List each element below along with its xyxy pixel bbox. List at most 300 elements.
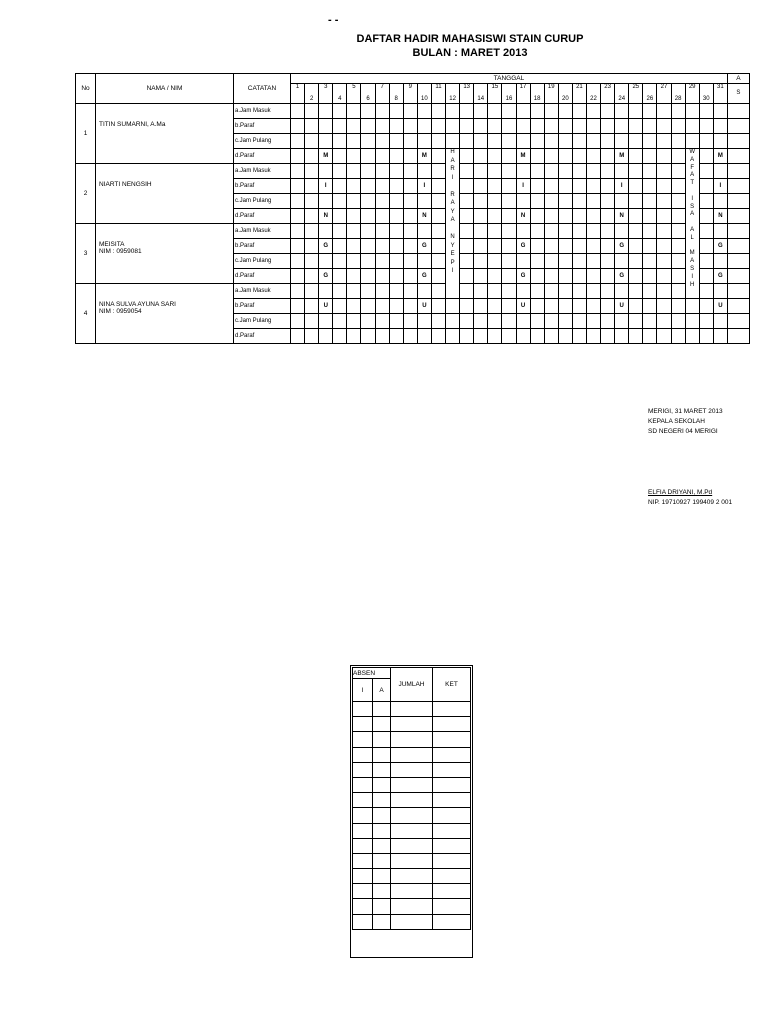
attendance-cell bbox=[389, 149, 403, 164]
attendance-cell bbox=[431, 239, 445, 254]
vertical-letter: F bbox=[690, 164, 694, 171]
attendance-cell bbox=[713, 224, 727, 239]
attendance-cell bbox=[629, 164, 643, 179]
attendance-cell bbox=[361, 254, 375, 269]
attendance-cell bbox=[474, 314, 488, 329]
vertical-letter: A bbox=[450, 200, 455, 206]
minggu-letter: U bbox=[516, 299, 530, 314]
vertical-letter: E bbox=[450, 251, 455, 257]
attendance-cell bbox=[431, 269, 445, 284]
attendance-cell bbox=[333, 329, 347, 344]
absen-cell bbox=[353, 762, 373, 777]
attendance-cell bbox=[291, 179, 305, 194]
vertical-letter: A bbox=[690, 211, 695, 218]
attendance-cell bbox=[488, 119, 502, 134]
day-header-15: 15 bbox=[488, 84, 502, 104]
attendance-cell bbox=[474, 284, 488, 299]
header-dashes: - - bbox=[328, 14, 339, 26]
day-header-3: 3 bbox=[319, 84, 333, 104]
attendance-cell bbox=[601, 134, 615, 149]
attendance-cell bbox=[516, 119, 530, 134]
attendance-cell bbox=[361, 284, 375, 299]
attendance-cell bbox=[333, 119, 347, 134]
attendance-cell bbox=[601, 164, 615, 179]
absen-row bbox=[353, 914, 471, 929]
extra-cell bbox=[727, 284, 749, 299]
absen-row bbox=[353, 793, 471, 808]
absen-a-header: A bbox=[373, 679, 391, 702]
attendance-cell bbox=[417, 119, 431, 134]
attendance-cell bbox=[375, 239, 389, 254]
minggu-letter: I bbox=[713, 179, 727, 194]
student-name: TITIN SUMARNI, A.Ma bbox=[99, 121, 166, 128]
vertical-letter: A bbox=[690, 226, 695, 233]
vertical-letter: H bbox=[450, 149, 455, 155]
attendance-cell bbox=[488, 314, 502, 329]
attendance-cell bbox=[460, 194, 474, 209]
attendance-cell bbox=[431, 284, 445, 299]
attendance-cell bbox=[558, 149, 572, 164]
attendance-cell bbox=[615, 134, 629, 149]
attendance-cell bbox=[572, 209, 586, 224]
attendance-cell bbox=[586, 224, 600, 239]
attendance-cell bbox=[671, 104, 685, 119]
day-header-9: 9 bbox=[403, 84, 417, 104]
attendance-cell bbox=[417, 329, 431, 344]
table-row bbox=[76, 224, 750, 239]
student-name: NIARTI NENGSIH bbox=[99, 181, 152, 188]
day-header-4: 4 bbox=[333, 84, 347, 104]
attendance-cell bbox=[657, 224, 671, 239]
day-header-1: 1 bbox=[291, 84, 305, 104]
extra-cell bbox=[727, 224, 749, 239]
vertical-letter: Y bbox=[450, 208, 455, 215]
attendance-cell bbox=[544, 284, 558, 299]
attendance-cell bbox=[699, 329, 713, 344]
attendance-cell bbox=[389, 179, 403, 194]
attendance-cell bbox=[502, 164, 516, 179]
attendance-cell bbox=[629, 224, 643, 239]
student-name: NINA SULVA AYUNA SARI bbox=[99, 301, 176, 308]
attendance-cell bbox=[502, 134, 516, 149]
absen-cell bbox=[433, 838, 471, 853]
attendance-cell bbox=[431, 179, 445, 194]
attendance-cell bbox=[586, 149, 600, 164]
attendance-cell bbox=[502, 104, 516, 119]
attendance-cell bbox=[544, 254, 558, 269]
attendance-cell bbox=[530, 149, 544, 164]
day-header-6: 6 bbox=[361, 84, 375, 104]
absen-jumlah-header: JUMLAH bbox=[391, 668, 433, 702]
attendance-cell bbox=[558, 254, 572, 269]
attendance-cell bbox=[403, 119, 417, 134]
attendance-cell bbox=[629, 149, 643, 164]
attendance-cell bbox=[389, 194, 403, 209]
attendance-cell bbox=[291, 284, 305, 299]
absen-cell bbox=[391, 853, 433, 868]
attendance-cell bbox=[615, 224, 629, 239]
absen-cell bbox=[353, 717, 373, 732]
attendance-cell bbox=[361, 134, 375, 149]
attendance-cell bbox=[530, 299, 544, 314]
note-label: c.Jam Pulang bbox=[234, 194, 291, 209]
absen-cell bbox=[353, 853, 373, 868]
table-row bbox=[76, 164, 750, 179]
absen-cell bbox=[373, 702, 391, 717]
attendance-cell bbox=[657, 134, 671, 149]
attendance-cell bbox=[713, 104, 727, 119]
attendance-cell bbox=[291, 224, 305, 239]
attendance-cell bbox=[643, 254, 657, 269]
vertical-letter bbox=[686, 188, 699, 196]
attendance-cell bbox=[685, 134, 699, 149]
absen-row bbox=[353, 747, 471, 762]
attendance-cell bbox=[516, 314, 530, 329]
attendance-cell bbox=[333, 104, 347, 119]
attendance-cell bbox=[417, 224, 431, 239]
attendance-cell bbox=[671, 194, 685, 209]
attendance-cell bbox=[474, 329, 488, 344]
column-no-header: No bbox=[76, 74, 96, 104]
minggu-letter: N bbox=[516, 209, 530, 224]
attendance-cell bbox=[319, 164, 333, 179]
signatory bbox=[648, 488, 732, 508]
signature-school: SD NEGERI 04 MERIGI bbox=[648, 428, 718, 435]
attendance-cell bbox=[699, 254, 713, 269]
day-header-17: 17 bbox=[516, 84, 530, 104]
vertical-letter: M bbox=[689, 250, 695, 257]
signature-block bbox=[648, 407, 723, 437]
attendance-cell bbox=[375, 314, 389, 329]
attendance-cell bbox=[305, 179, 319, 194]
day-header-13: 13 bbox=[460, 84, 474, 104]
absen-cell bbox=[433, 823, 471, 838]
attendance-cell bbox=[558, 179, 572, 194]
signature-place-date: MERIGI, 31 MARET 2013 bbox=[648, 408, 723, 415]
attendance-cell bbox=[347, 179, 361, 194]
attendance-cell bbox=[389, 134, 403, 149]
attendance-cell bbox=[586, 134, 600, 149]
attendance-cell bbox=[586, 284, 600, 299]
day-header-18: 18 bbox=[530, 84, 544, 104]
attendance-cell bbox=[530, 209, 544, 224]
absen-cell bbox=[433, 793, 471, 808]
attendance-cell bbox=[572, 224, 586, 239]
minggu-letter: I bbox=[417, 179, 431, 194]
minggu-letter: U bbox=[417, 299, 431, 314]
attendance-cell bbox=[446, 104, 460, 119]
attendance-cell bbox=[544, 179, 558, 194]
attendance-cell bbox=[375, 224, 389, 239]
attendance-cell bbox=[544, 224, 558, 239]
attendance-cell bbox=[305, 239, 319, 254]
attendance-cell bbox=[375, 134, 389, 149]
note-label: d.Paraf bbox=[234, 329, 291, 344]
absen-cell bbox=[391, 793, 433, 808]
attendance-cell bbox=[629, 134, 643, 149]
column-s-partial-header: S bbox=[727, 84, 749, 104]
attendance-cell bbox=[544, 314, 558, 329]
attendance-cell bbox=[530, 284, 544, 299]
absen-cell bbox=[391, 899, 433, 914]
attendance-cell bbox=[530, 224, 544, 239]
absen-cell bbox=[373, 884, 391, 899]
absen-row bbox=[353, 899, 471, 914]
extra-cell bbox=[727, 239, 749, 254]
minggu-letter: I bbox=[516, 179, 530, 194]
attendance-cell bbox=[291, 209, 305, 224]
attendance-cell bbox=[530, 179, 544, 194]
attendance-cell bbox=[629, 269, 643, 284]
absen-cell bbox=[433, 702, 471, 717]
attendance-cell bbox=[657, 314, 671, 329]
attendance-cell bbox=[629, 329, 643, 344]
vertical-letter: Y bbox=[450, 242, 455, 249]
attendance-cell bbox=[615, 119, 629, 134]
absen-cell bbox=[433, 717, 471, 732]
attendance-cell bbox=[643, 134, 657, 149]
attendance-cell bbox=[291, 269, 305, 284]
attendance-cell bbox=[530, 254, 544, 269]
absen-row bbox=[353, 762, 471, 777]
attendance-cell bbox=[502, 254, 516, 269]
attendance-cell bbox=[671, 299, 685, 314]
attendance-cell bbox=[291, 314, 305, 329]
attendance-cell bbox=[657, 284, 671, 299]
absen-cell bbox=[391, 777, 433, 792]
minggu-letter: U bbox=[615, 299, 629, 314]
attendance-cell bbox=[713, 134, 727, 149]
student-no: 2 bbox=[76, 164, 96, 224]
attendance-cell bbox=[305, 104, 319, 119]
minggu-letter: G bbox=[417, 269, 431, 284]
attendance-cell bbox=[488, 164, 502, 179]
attendance-cell bbox=[333, 149, 347, 164]
absen-cell bbox=[373, 747, 391, 762]
attendance-cell bbox=[333, 224, 347, 239]
attendance-cell bbox=[361, 194, 375, 209]
attendance-cell bbox=[460, 164, 474, 179]
attendance-cell bbox=[671, 254, 685, 269]
attendance-cell bbox=[558, 239, 572, 254]
vertical-letter bbox=[686, 219, 699, 227]
absen-row bbox=[353, 717, 471, 732]
table-row bbox=[76, 284, 750, 299]
minggu-letter: N bbox=[615, 209, 629, 224]
attendance-cell bbox=[375, 269, 389, 284]
attendance-cell bbox=[530, 194, 544, 209]
attendance-cell bbox=[629, 104, 643, 119]
attendance-cell bbox=[291, 299, 305, 314]
attendance-cell bbox=[333, 314, 347, 329]
attendance-cell bbox=[572, 119, 586, 134]
attendance-cell bbox=[446, 119, 460, 134]
attendance-cell bbox=[291, 164, 305, 179]
minggu-letter: I bbox=[319, 179, 333, 194]
absen-cell bbox=[353, 702, 373, 717]
attendance-cell bbox=[558, 314, 572, 329]
vertical-letter: H bbox=[690, 281, 695, 288]
attendance-cell bbox=[657, 239, 671, 254]
minggu-letter: M bbox=[713, 149, 727, 164]
attendance-cell bbox=[572, 314, 586, 329]
attendance-cell bbox=[347, 134, 361, 149]
attendance-cell bbox=[431, 134, 445, 149]
attendance-cell bbox=[431, 104, 445, 119]
extra-cell bbox=[727, 329, 749, 344]
attendance-cell bbox=[713, 284, 727, 299]
attendance-cell bbox=[671, 284, 685, 299]
attendance-cell bbox=[544, 104, 558, 119]
absen-cell bbox=[391, 808, 433, 823]
attendance-cell bbox=[629, 254, 643, 269]
attendance-table bbox=[75, 73, 750, 344]
attendance-cell bbox=[431, 194, 445, 209]
attendance-cell bbox=[572, 104, 586, 119]
attendance-cell bbox=[586, 164, 600, 179]
attendance-cell bbox=[291, 194, 305, 209]
attendance-cell bbox=[446, 314, 460, 329]
attendance-cell bbox=[713, 119, 727, 134]
absen-cell bbox=[433, 747, 471, 762]
attendance-cell bbox=[361, 299, 375, 314]
attendance-cell bbox=[403, 149, 417, 164]
attendance-cell bbox=[431, 164, 445, 179]
attendance-cell bbox=[657, 254, 671, 269]
absen-cell bbox=[353, 732, 373, 747]
student-name-cell bbox=[96, 164, 234, 224]
absen-row bbox=[353, 823, 471, 838]
attendance-cell bbox=[615, 194, 629, 209]
attendance-cell bbox=[643, 119, 657, 134]
attendance-cell bbox=[488, 239, 502, 254]
attendance-cell bbox=[375, 329, 389, 344]
attendance-cell bbox=[347, 254, 361, 269]
attendance-cell bbox=[586, 194, 600, 209]
absen-cell bbox=[391, 823, 433, 838]
day-header-29: 29 bbox=[685, 84, 699, 104]
attendance-cell bbox=[403, 179, 417, 194]
attendance-cell bbox=[671, 314, 685, 329]
note-label: a.Jam Masuk bbox=[234, 284, 291, 299]
attendance-cell bbox=[530, 314, 544, 329]
attendance-cell bbox=[488, 134, 502, 149]
vertical-letter: A bbox=[450, 217, 455, 223]
attendance-cell bbox=[460, 149, 474, 164]
absen-cell bbox=[391, 914, 433, 929]
attendance-cell bbox=[572, 269, 586, 284]
absen-cell bbox=[373, 732, 391, 747]
attendance-cell bbox=[389, 299, 403, 314]
attendance-cell bbox=[361, 209, 375, 224]
student-name-cell bbox=[96, 104, 234, 164]
attendance-cell bbox=[319, 329, 333, 344]
attendance-cell bbox=[488, 329, 502, 344]
extra-cell bbox=[727, 104, 749, 119]
absen-cell bbox=[353, 884, 373, 899]
absen-cell bbox=[391, 747, 433, 762]
absen-row bbox=[353, 702, 471, 717]
attendance-cell bbox=[643, 284, 657, 299]
attendance-cell bbox=[403, 164, 417, 179]
attendance-cell bbox=[558, 104, 572, 119]
attendance-cell bbox=[305, 329, 319, 344]
attendance-cell bbox=[375, 209, 389, 224]
extra-cell bbox=[727, 254, 749, 269]
attendance-cell bbox=[572, 239, 586, 254]
attendance-cell bbox=[615, 164, 629, 179]
minggu-letter: G bbox=[516, 239, 530, 254]
attendance-cell bbox=[333, 269, 347, 284]
day-header-11: 11 bbox=[431, 84, 445, 104]
attendance-cell bbox=[474, 254, 488, 269]
student-no: 1 bbox=[76, 104, 96, 164]
minggu-letter: G bbox=[615, 269, 629, 284]
attendance-cell bbox=[361, 329, 375, 344]
vertical-letter: R bbox=[450, 191, 455, 198]
absen-cell bbox=[433, 884, 471, 899]
attendance-cell bbox=[431, 149, 445, 164]
attendance-cell bbox=[488, 224, 502, 239]
minggu-letter: M bbox=[615, 149, 629, 164]
absen-i-header: I bbox=[353, 679, 373, 702]
attendance-cell bbox=[643, 179, 657, 194]
vertical-letter: A bbox=[690, 258, 695, 265]
signature-role: KEPALA SEKOLAH bbox=[648, 418, 705, 425]
attendance-cell bbox=[516, 104, 530, 119]
attendance-cell bbox=[586, 239, 600, 254]
attendance-cell bbox=[319, 194, 333, 209]
attendance-cell bbox=[586, 179, 600, 194]
attendance-cell bbox=[544, 194, 558, 209]
vertical-letter: I bbox=[691, 195, 693, 202]
attendance-cell bbox=[460, 239, 474, 254]
attendance-cell bbox=[361, 269, 375, 284]
attendance-cell bbox=[305, 224, 319, 239]
attendance-cell bbox=[431, 314, 445, 329]
attendance-cell bbox=[558, 119, 572, 134]
attendance-cell bbox=[431, 119, 445, 134]
vertical-letter: A bbox=[690, 156, 695, 163]
minggu-letter: M bbox=[516, 149, 530, 164]
attendance-cell bbox=[572, 254, 586, 269]
attendance-cell bbox=[586, 104, 600, 119]
attendance-cell bbox=[361, 179, 375, 194]
attendance-cell bbox=[530, 119, 544, 134]
attendance-cell bbox=[375, 284, 389, 299]
attendance-cell bbox=[601, 149, 615, 164]
attendance-cell bbox=[403, 104, 417, 119]
attendance-cell bbox=[516, 194, 530, 209]
absen-cell bbox=[391, 717, 433, 732]
attendance-cell bbox=[572, 134, 586, 149]
day-header-23: 23 bbox=[601, 84, 615, 104]
attendance-cell bbox=[713, 329, 727, 344]
absen-cell bbox=[373, 914, 391, 929]
attendance-cell bbox=[629, 179, 643, 194]
attendance-cell bbox=[361, 224, 375, 239]
day-header-31: 31 bbox=[713, 84, 727, 104]
attendance-cell bbox=[530, 239, 544, 254]
attendance-cell bbox=[544, 239, 558, 254]
day-header-16: 16 bbox=[502, 84, 516, 104]
absen-cell bbox=[373, 899, 391, 914]
attendance-cell bbox=[699, 179, 713, 194]
attendance-cell bbox=[558, 194, 572, 209]
attendance-cell bbox=[699, 149, 713, 164]
attendance-cell bbox=[544, 329, 558, 344]
signatory-nip: NIP. 19710927 199409 2 001 bbox=[648, 499, 733, 506]
